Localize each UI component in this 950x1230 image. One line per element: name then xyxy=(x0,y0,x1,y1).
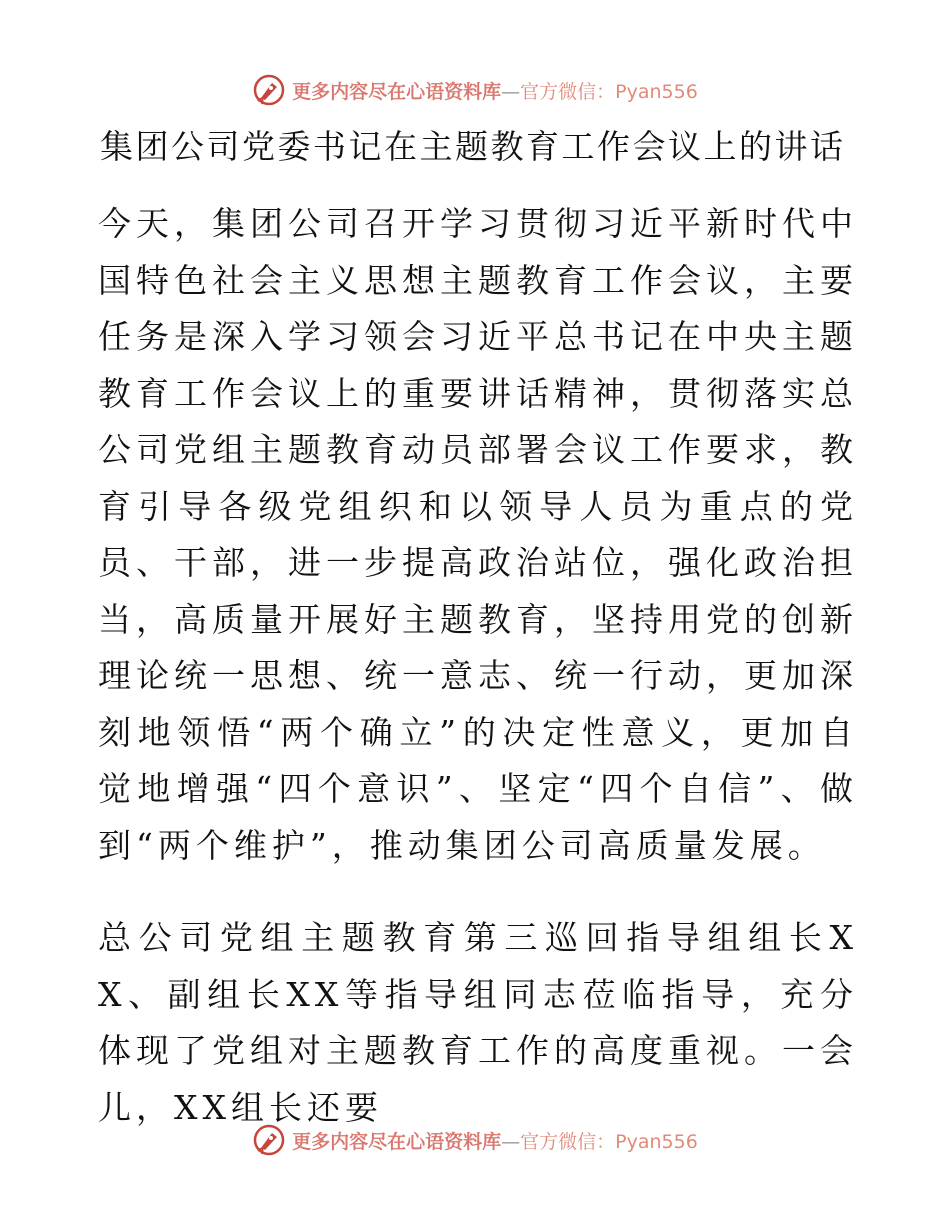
watermark-contact: 官方微信：Pyan556 xyxy=(520,80,698,103)
document-title: 集团公司党委书记在主题教育工作会议上的讲话 xyxy=(100,127,846,166)
watermark-separator: — xyxy=(501,1130,521,1153)
footer-watermark xyxy=(0,1120,950,1160)
watermark-separator: — xyxy=(501,80,521,103)
watermark-brand: 更多内容尽在心语资料库 xyxy=(292,80,502,103)
watermark-text xyxy=(292,77,698,104)
watermark-brand: 更多内容尽在心语资料库 xyxy=(292,1130,502,1153)
watermark-contact: 官方微信：Pyan556 xyxy=(520,1130,698,1153)
watermark-text xyxy=(292,1127,698,1154)
pen-nib-logo-icon xyxy=(252,73,286,107)
header-watermark xyxy=(0,70,950,110)
body-paragraph-1: 今天，集团公司召开学习贯彻习近平新时代中国特色社会主义思想主题教育工作会议，主要任务是深入学习领会习近平总书记在中央主题教育工作会议上的重要讲话精神，贯彻落实总公司党组主题教育动员部署会议工作要求，教育引导各级党组织和以领导人员为重点的党员、干部，进一步提高政治站位，强化政治担当，高质量开展好主题教育，坚持用党的创新理论统一思想、统一意志、统一行动，更加深刻地领悟“两个确立”的决定性意义，更加自觉地增强“四个意识”、坚定“四个自信”、做到“两个维护”，推动集团公司高质量发展。 xyxy=(98,204,858,865)
pen-nib-logo-icon xyxy=(252,1123,286,1157)
body-paragraph-2: 总公司党组主题教育第三巡回指导组组长XX、副组长XX等指导组同志莅临指导，充分体现了党组对主题教育工作的高度重视。一会儿，XX组长还要 xyxy=(98,918,858,1127)
